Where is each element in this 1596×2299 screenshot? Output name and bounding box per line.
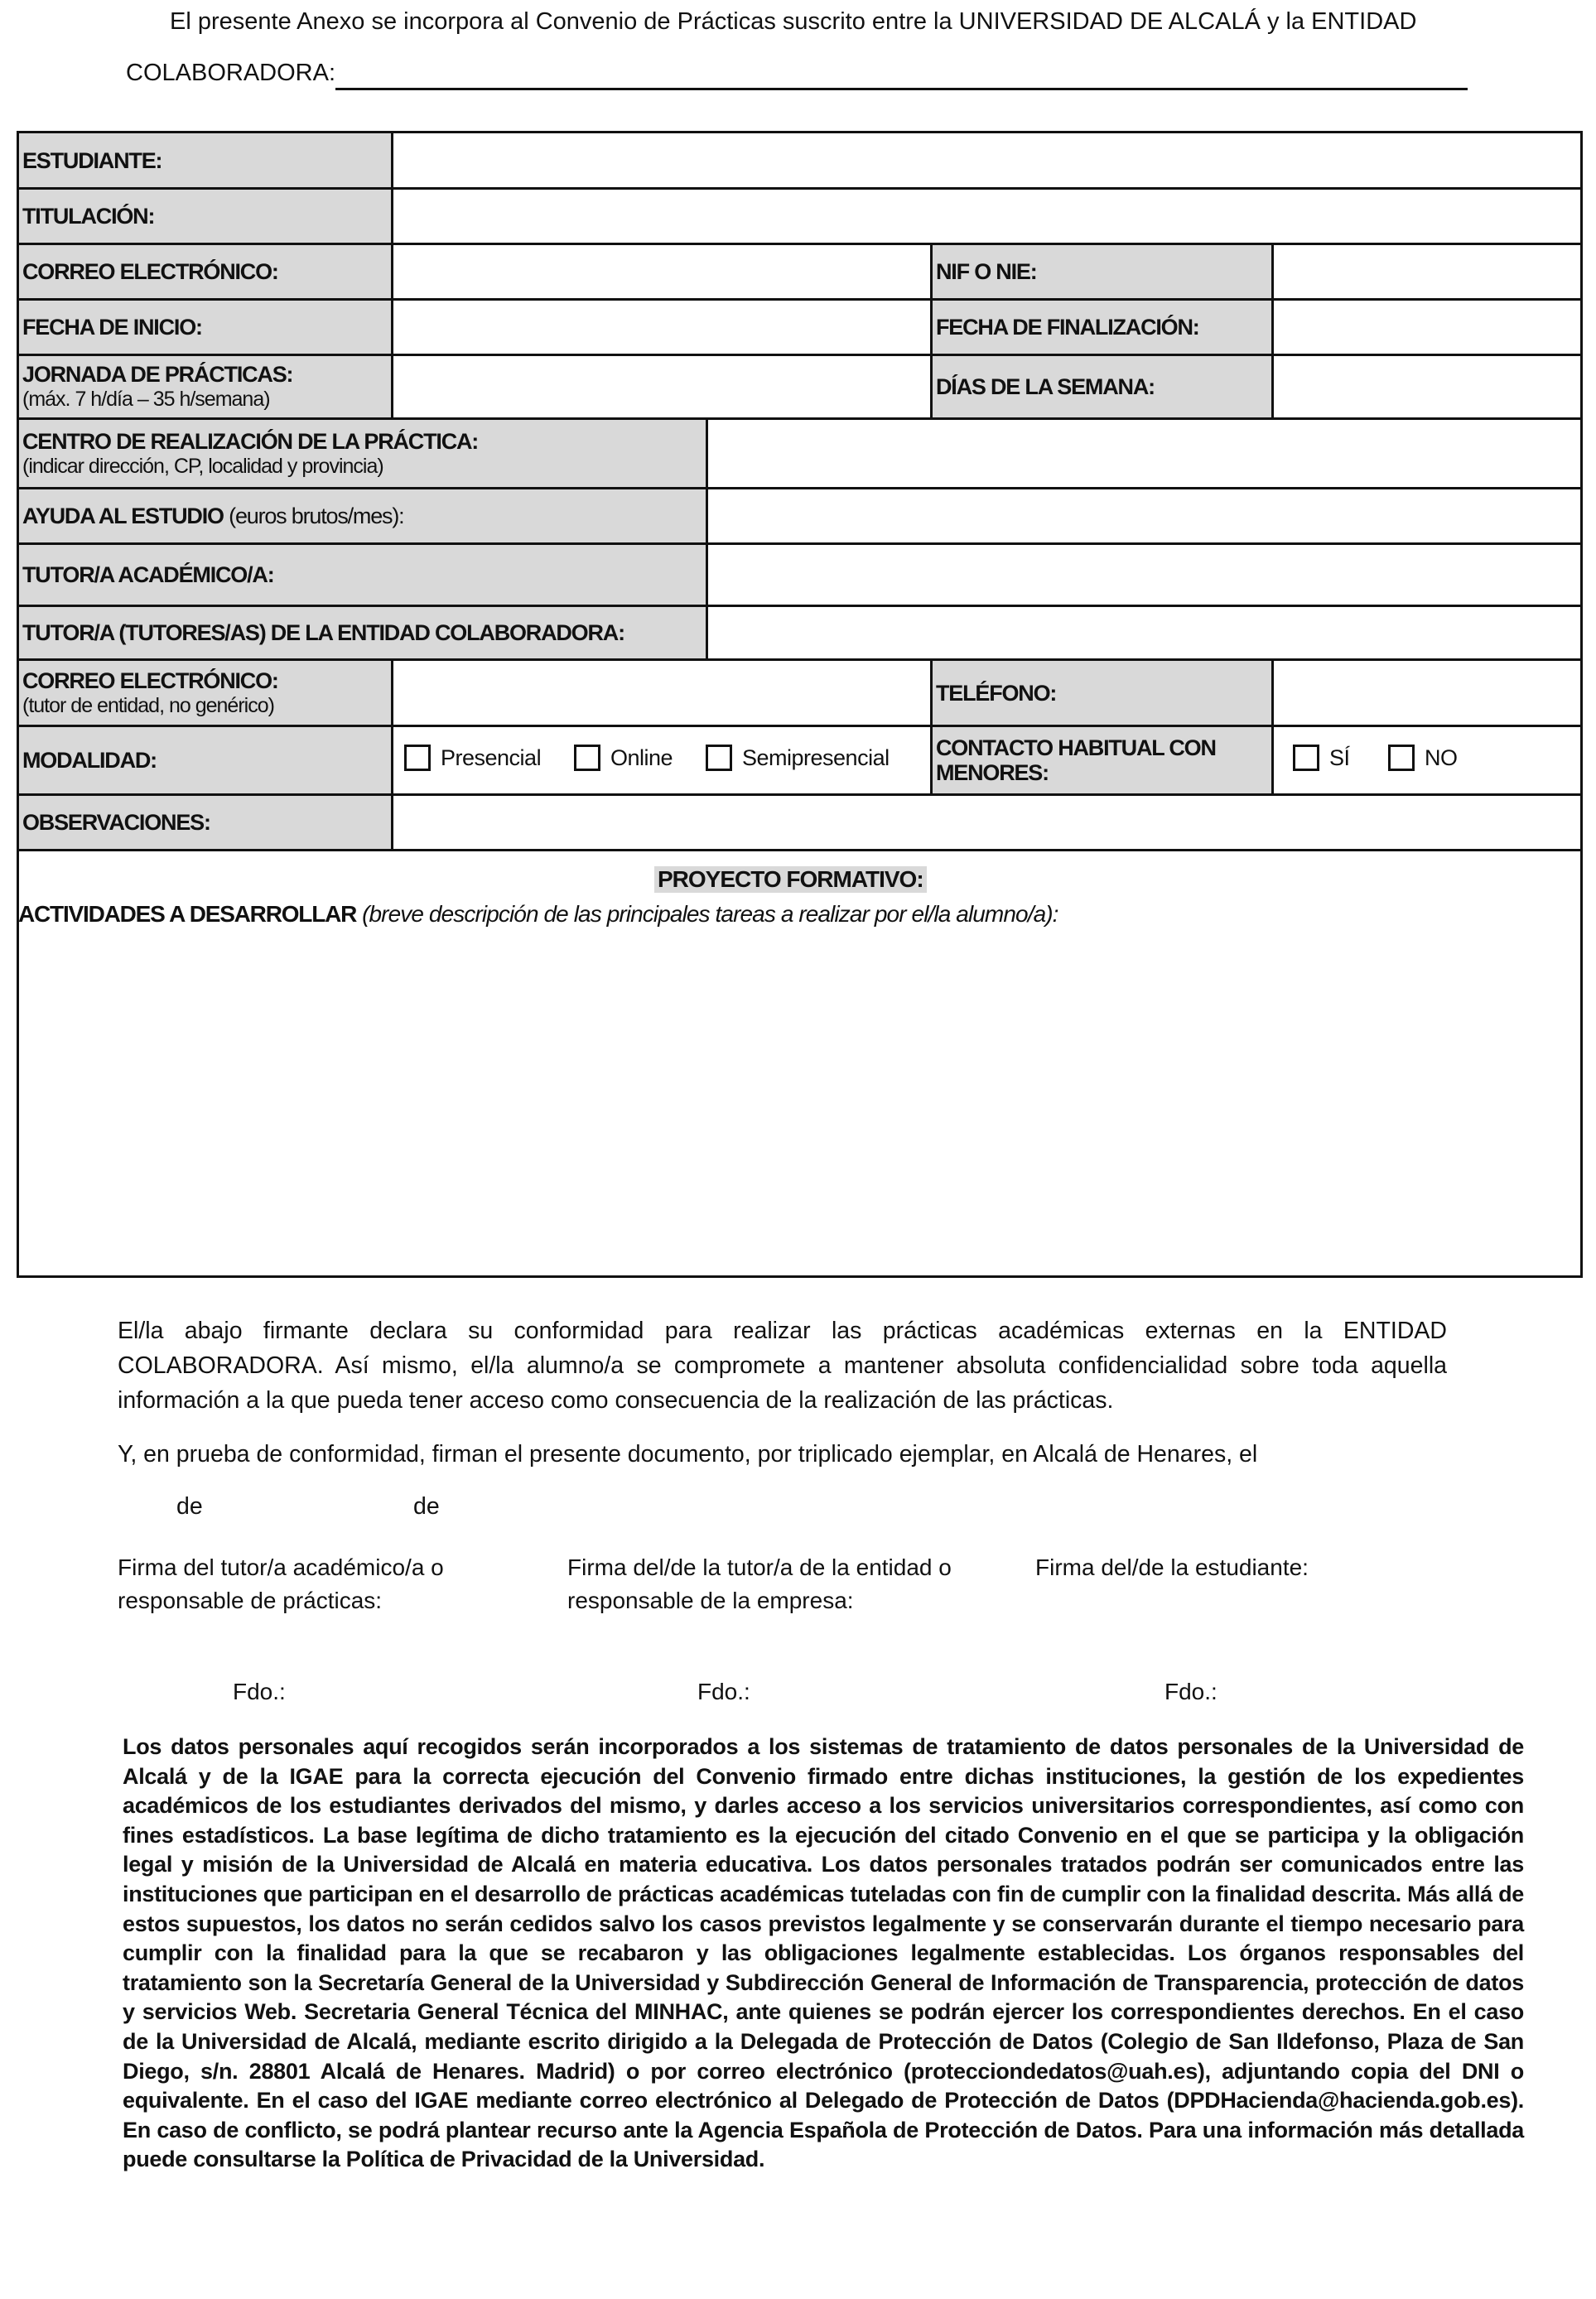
checkbox-icon bbox=[1293, 745, 1319, 771]
checkbox-icon bbox=[1388, 745, 1415, 771]
actividades-label: ACTIVIDADES A DESARROLLAR (breve descripción de las principales tareas a realizar por el/la alumno/a): bbox=[18, 901, 1058, 927]
fdo-tutor-entidad: Fdo.: bbox=[697, 1679, 750, 1704]
table-border bbox=[391, 131, 393, 420]
tutor-academico-label: TUTOR/A ACADÉMICO/A: bbox=[19, 545, 706, 605]
jornada-label: JORNADA DE PRÁCTICAS: (máx. 7 h/día – 35 h/semana) bbox=[19, 356, 391, 417]
actividades-field[interactable] bbox=[19, 934, 1580, 1275]
table-border bbox=[706, 417, 708, 661]
menores-si-checkbox[interactable]: SÍ bbox=[1293, 741, 1350, 774]
observaciones-field[interactable] bbox=[393, 796, 1580, 849]
table-border bbox=[17, 542, 1583, 545]
table-border bbox=[17, 243, 1583, 245]
colaboradora-label: COLABORADORA: bbox=[126, 60, 335, 86]
checkbox-icon bbox=[404, 745, 431, 771]
table-border bbox=[930, 658, 933, 796]
telefono-field[interactable] bbox=[1274, 661, 1580, 725]
table-border bbox=[17, 725, 1583, 727]
modalidad-online-checkbox[interactable]: Online bbox=[574, 741, 673, 774]
date-de-2: de bbox=[413, 1493, 440, 1520]
fdo-tutor-academico: Fdo.: bbox=[233, 1679, 286, 1704]
table-border bbox=[1580, 131, 1583, 1278]
header-line-1: El presente Anexo se incorpora al Convenio de Prácticas suscrito entre la UNIVERSIDAD DE ALCALÁ y la ENTIDAD bbox=[170, 8, 1417, 35]
estudiante-field[interactable] bbox=[393, 133, 1580, 187]
correo-label: CORREO ELECTRÓNICO: bbox=[19, 245, 391, 298]
ayuda-field[interactable] bbox=[708, 489, 1580, 542]
table-border bbox=[17, 187, 1583, 190]
conformidad-statement: Y, en prueba de conformidad, firman el presente documento, por triplicado ejemplar, en Alcalá de Henares, el bbox=[118, 1441, 1258, 1468]
table-border bbox=[17, 849, 1583, 851]
table-border bbox=[1271, 243, 1274, 420]
checkbox-icon bbox=[574, 745, 600, 771]
correo-field[interactable] bbox=[393, 245, 930, 298]
firma-estudiante: Firma del/de la estudiante: bbox=[1035, 1554, 1309, 1580]
nif-label: NIF O NIE: bbox=[933, 245, 1271, 298]
centro-field[interactable] bbox=[708, 420, 1580, 487]
tutor-entidad-label: TUTOR/A (TUTORES/AS) DE LA ENTIDAD COLABORADORA: bbox=[19, 607, 706, 658]
fdo-estudiante: Fdo.: bbox=[1164, 1679, 1217, 1704]
tutor-entidad-field[interactable] bbox=[708, 607, 1580, 658]
nif-field[interactable] bbox=[1274, 245, 1580, 298]
table-border bbox=[17, 417, 1583, 420]
table-border bbox=[17, 487, 1583, 489]
fecha-inicio-field[interactable] bbox=[393, 301, 930, 354]
contacto-menores-label: CONTACTO HABITUAL CON MENORES: bbox=[933, 727, 1271, 793]
table-border bbox=[17, 605, 1583, 607]
proyecto-formativo-title: PROYECTO FORMATIVO: bbox=[654, 866, 927, 893]
table-border bbox=[391, 658, 393, 851]
ayuda-label: AYUDA AL ESTUDIO (euros brutos/mes): bbox=[19, 489, 706, 542]
correo-tutor-label: CORREO ELECTRÓNICO: (tutor de entidad, no genérico) bbox=[19, 661, 391, 725]
dias-field[interactable] bbox=[1274, 356, 1580, 417]
titulacion-field[interactable] bbox=[393, 190, 1580, 243]
declaration-paragraph: El/la abajo firmante declara su conformidad para realizar las prácticas académicas externas en la ENTIDAD COLABORADORA. Así mismo, el/la alumno/a se compromete a mantener absoluta confidencialidad sobre toda aquella información a la que pueda tener acceso como consecuencia de la realización de las prácticas. bbox=[118, 1318, 1447, 1414]
modalidad-presencial-checkbox[interactable]: Presencial bbox=[404, 741, 541, 774]
correo-tutor-field[interactable] bbox=[393, 661, 930, 725]
table-border bbox=[1271, 658, 1274, 796]
fecha-inicio-label: FECHA DE INICIO: bbox=[19, 301, 391, 354]
fecha-fin-label: FECHA DE FINALIZACIÓN: bbox=[933, 301, 1271, 354]
table-border bbox=[17, 1275, 1583, 1278]
privacy-notice: Los datos personales aquí recogidos serán incorporados a los sistemas de tratamiento de datos personales de la Universidad de Alcalá y de la IGAE para la correcta ejecución del Convenio firmado entre dichas instituciones, la gestión de los expedientes académicos de los estudiantes derivados del mismo, y darles acceso a los servicios universitarios correspondientes, así como con fines estadísticos. La base legítima de dicho tratamiento es la ejecución del citado Convenio en el que se participa y la obligación legal y misión de la Universidad de Alcalá en materia educativa. Los datos personales tratados podrán ser comunicados entre las instituciones que participan en el desarrollo de prácticas académicas tuteladas con fin de cumplir con la finalidad descrita. Más allá de estos supuestos, los datos no serán cedidos salvo los casos previstos legalmente y se conservarán durante el tiempo necesario para cumplir con la finalidad para la que se recabaron y las obligaciones legalmente establecidas. Los órganos responsables del tratamiento son la Secretaría General de la Universidad y Subdirección General de Información de Transparencia, protección de datos y servicios Web. Secretaria General Técnica del MINHAC, ante quienes se podrán ejercer los correspondientes derechos. En el caso de la Universidad de Alcalá, mediante escrito dirigido a la Delegada de Protección de Datos (Colegio de San Ildefonso, Plaza de San Diego, s/n. 28801 Alcalá de Henares. Madrid) o por correo electrónico (protecciondedatos@uah.es), adjuntando copia del DNI o equivalente. En el caso del IGAE mediante correo electrónico al Delegado de Protección de Datos (DPDHacienda@hacienda.gob.es). En caso de conflicto, se podrá plantear recurso ante la Agencia Española de Protección de Datos. Para una información más detallada puede consultarse la Política de Privacidad de la Universidad. bbox=[123, 1734, 1524, 2172]
fecha-fin-field[interactable] bbox=[1274, 301, 1580, 354]
modalidad-label: MODALIDAD: bbox=[19, 727, 391, 793]
centro-label: CENTRO DE REALIZACIÓN DE LA PRÁCTICA: (indicar dirección, CP, localidad y provincia) bbox=[19, 420, 706, 487]
table-border bbox=[17, 298, 1583, 301]
observaciones-label: OBSERVACIONES: bbox=[19, 796, 391, 849]
modalidad-semipresencial-checkbox[interactable]: Semipresencial bbox=[706, 741, 890, 774]
jornada-field[interactable] bbox=[393, 356, 930, 417]
tutor-academico-field[interactable] bbox=[708, 545, 1580, 605]
table-border bbox=[17, 658, 1583, 661]
estudiante-label: ESTUDIANTE: bbox=[19, 133, 391, 187]
telefono-label: TELÉFONO: bbox=[933, 661, 1271, 725]
table-border bbox=[930, 243, 933, 420]
date-de-1: de bbox=[176, 1493, 203, 1520]
firma-tutor-entidad: Firma del/de la tutor/a de la entidad o responsable de la empresa: bbox=[567, 1554, 952, 1613]
dias-label: DÍAS DE LA SEMANA: bbox=[933, 356, 1271, 417]
checkbox-icon bbox=[706, 745, 732, 771]
table-border bbox=[17, 131, 1583, 133]
firma-tutor-academico: Firma del tutor/a académico/a o responsable de prácticas: bbox=[118, 1554, 444, 1613]
titulacion-label: TITULACIÓN: bbox=[19, 190, 391, 243]
menores-no-checkbox[interactable]: NO bbox=[1388, 741, 1458, 774]
table-border bbox=[17, 793, 1583, 796]
table-border bbox=[17, 354, 1583, 356]
